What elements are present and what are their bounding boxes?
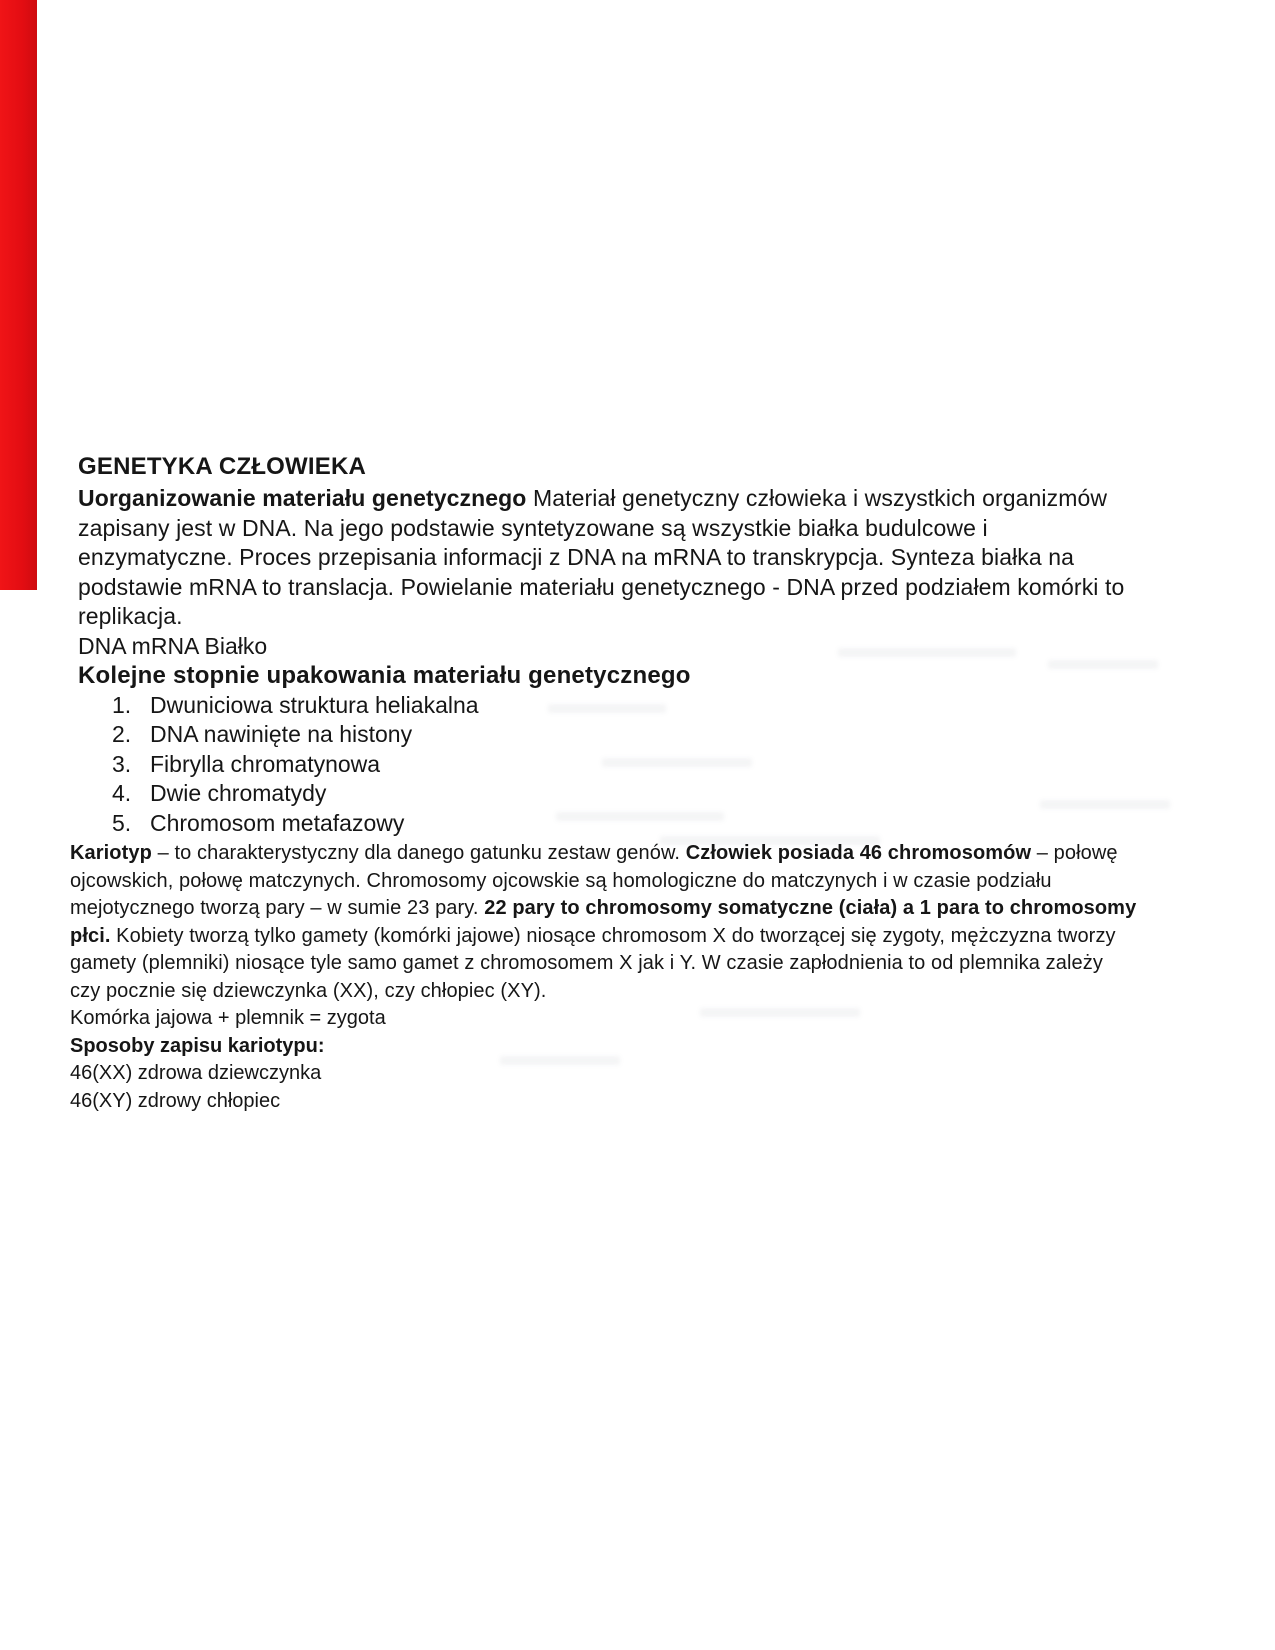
list-item-label: Dwie chromatydy (150, 780, 327, 806)
list-item-label: Fibrylla chromatynowa (150, 750, 381, 777)
karyotype-text: – połowę ojcowskich, połowę matczynych. Chromosomy ojcowskie są homologiczne do matczynych i w czasie podziału mejotycznego tworzą pary – w sumie 23 pary. (70, 842, 1118, 919)
list-item-number: 5. (112, 809, 132, 836)
chromosome-count-bold: Człowiek posiada 46 chromosomów (685, 842, 1032, 864)
packing-list (112, 691, 1130, 839)
list-item (112, 691, 1130, 721)
karyotype-text: Kobiety tworzą tylko gamety (komórki jajowe) niosące chromosom X do tworzącej się zygoty, mężczyzna tworzy gamety (plemniki) niosące tyle samo gamet z chromosomem X jak i Y. W czasie zapłodnienia to od plemnika zależy czy pocznie się dziewczynka (XX), czy chłopiec (XY). (70, 924, 1116, 1002)
document-title: GENETYKA CZŁOWIEKA (78, 453, 367, 480)
somatic-pairs-bold: 22 pary to chromosomy somatyczne (ciała) a 1 para to chromosomy płci. (70, 897, 1137, 947)
list-item (112, 750, 1130, 780)
document-content (70, 452, 1137, 1115)
notation-line-xy: 46(XY) zdrowy chłopiec (70, 1089, 281, 1112)
dna-mrna-line: DNA mRNA Białko (78, 632, 268, 659)
list-item-number: 3. (112, 750, 132, 777)
zygote-equation-line: Komórka jajowa + plemnik = zygota (70, 1007, 386, 1029)
paragraph-genetic-material (78, 484, 1130, 632)
paragraph-lead-bold: Uorganizowanie materiału genetycznego (78, 485, 527, 511)
list-item (112, 779, 1130, 809)
list-item-number: 1. (112, 691, 132, 718)
notation-heading: Sposoby zapisu kariotypu: (70, 1034, 325, 1057)
packing-heading: Kolejne stopnie upakowania materiału genetycznego (78, 661, 691, 689)
list-item (112, 720, 1130, 750)
paragraph-karyotype (70, 840, 1138, 1005)
list-item-number: 2. (112, 721, 132, 747)
list-item-number: 4. (112, 780, 132, 806)
karyotype-text: – to charakterystyczny dla danego gatunku zestaw genów. (151, 842, 686, 864)
red-margin-stripe (0, 0, 37, 590)
list-item-label: Chromosom metafazowy (150, 809, 405, 836)
karyotype-term-bold: Kariotyp (70, 842, 152, 864)
notation-line-xx: 46(XX) zdrowa dziewczynka (70, 1062, 322, 1084)
paragraph-body-text: Materiał genetyczny człowieka i wszystkich organizmów zapisany jest w DNA. Na jego podstawie syntetyzowane są wszystkie białka budulcowe i enzymatyczne. Proces przepisania informacji z DNA na mRNA to transkrypcja. Synteza białka na podstawie mRNA to translacja. Powielanie materiału genetycznego - DNA przed podziałem komórki to replikacja. (78, 485, 1125, 629)
list-item-label: Dwuniciowa struktura heliakalna (150, 691, 479, 718)
list-item-label: DNA nawinięte na histony (150, 721, 413, 747)
list-item (112, 809, 1130, 839)
